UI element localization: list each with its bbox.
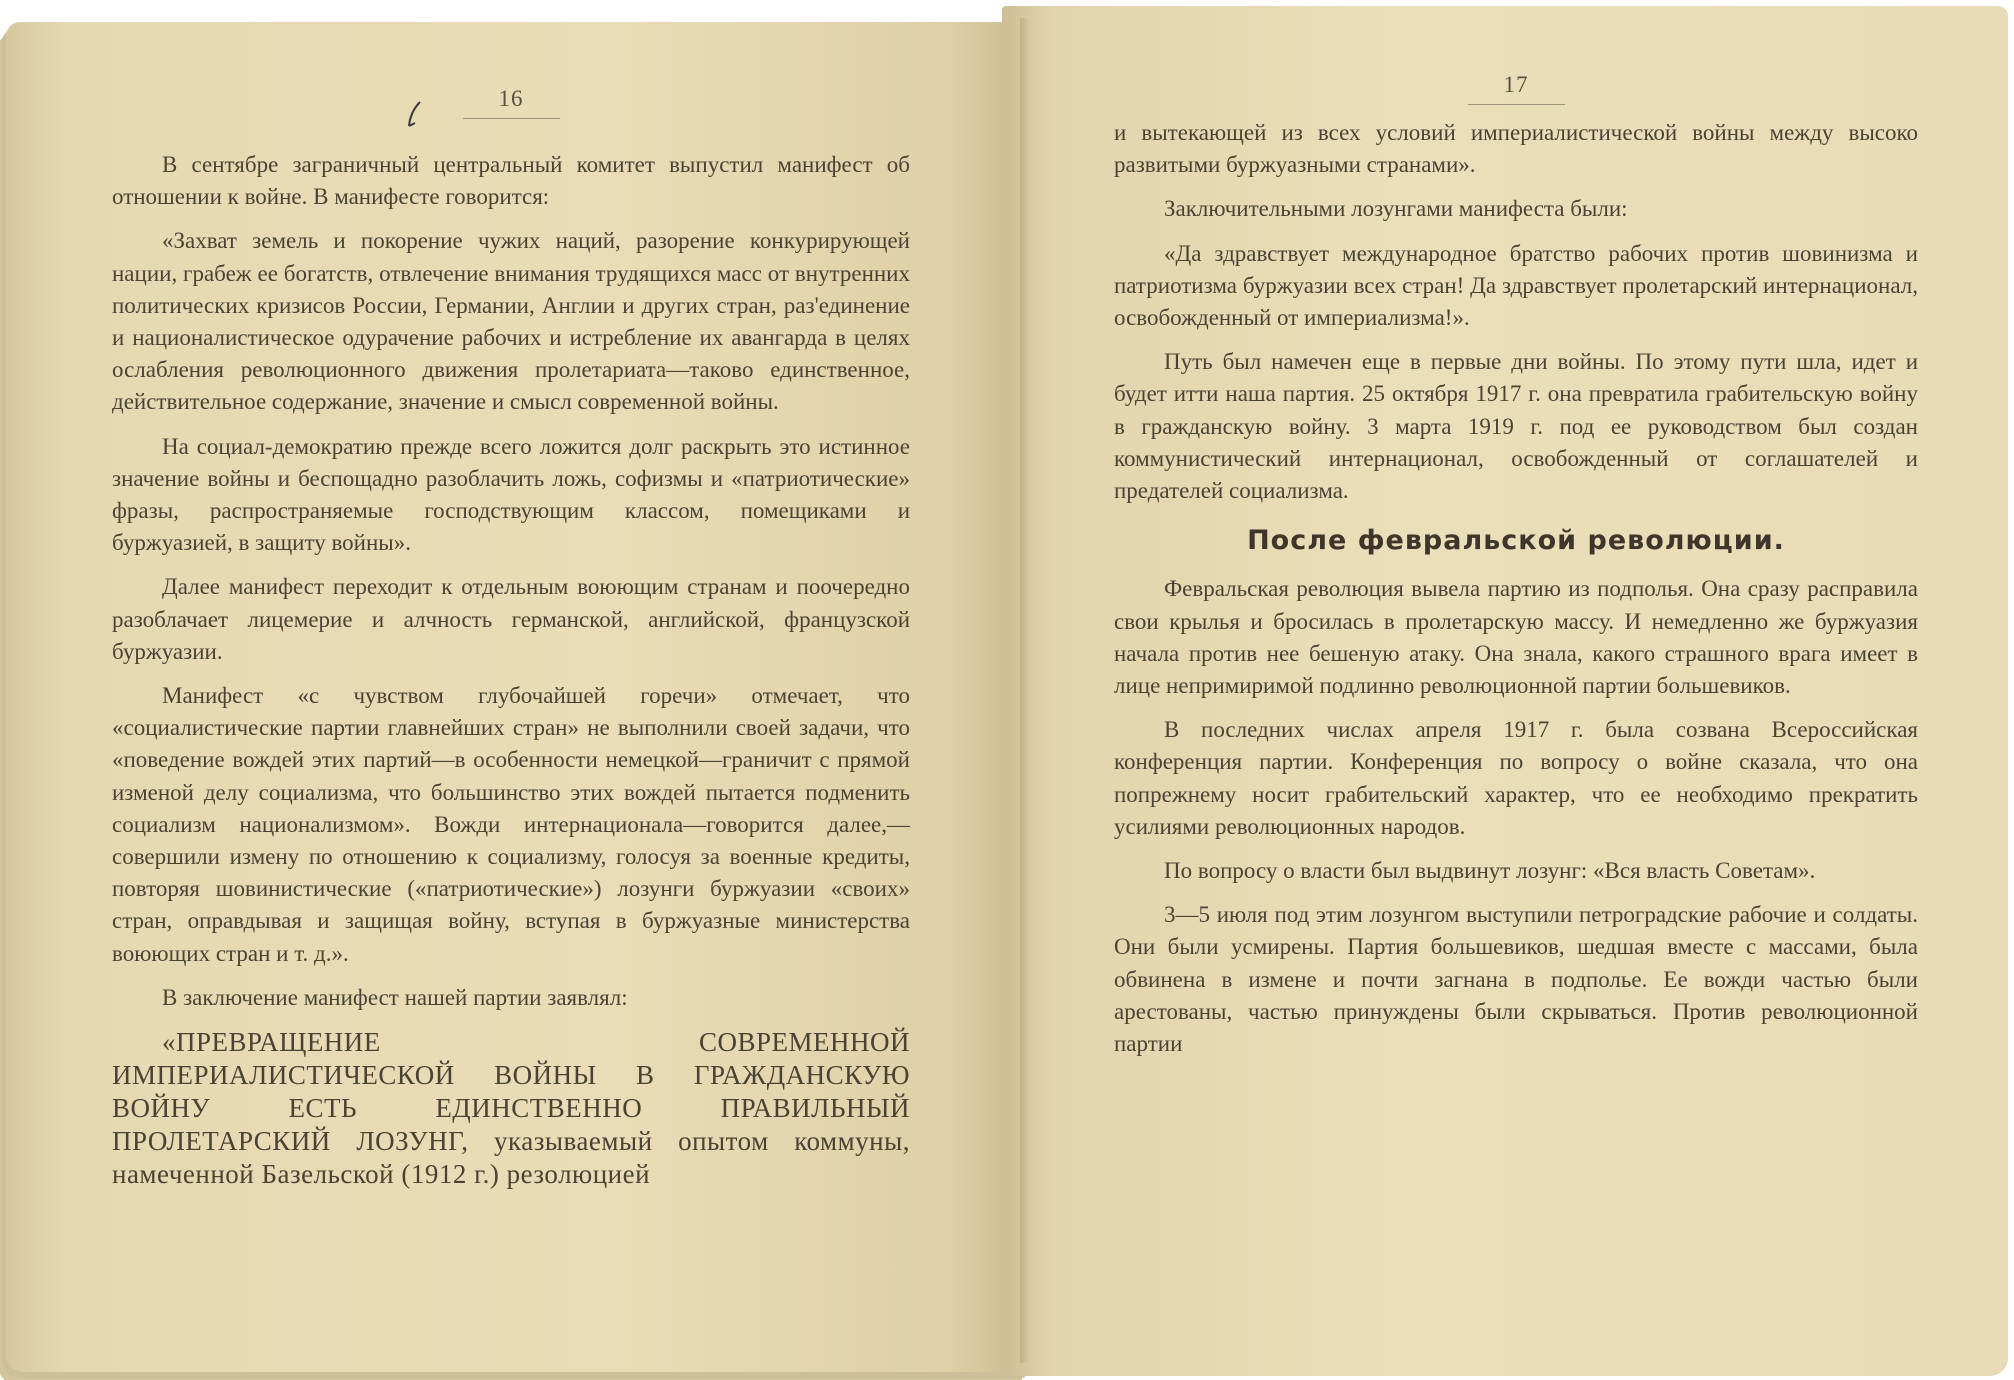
- page-number-right: 17: [1114, 72, 1918, 105]
- paragraph: «Да здравствует международное братство рабочих против шовинизма и патриотизма буржуазии всех стран! Да здравствует пролетарский интернационал, освобожденный от империализма!».: [1114, 240, 1918, 331]
- pencil-mark-icon: [406, 100, 424, 130]
- paragraph: и вытекающей из всех условий империалистической войны между высоко развитыми буржуазными странами».: [1114, 120, 1918, 178]
- left-page: [6, 22, 1030, 1372]
- page-number-left: 16: [112, 86, 910, 119]
- paragraph-caps: «ПРЕВРАЩЕНИЕ СОВРЕМЕННОЙ ИМПЕРИАЛИСТИЧЕСКОЙ ВОЙНЫ В ГРАЖДАНСКУЮ ВОЙНУ ЕСТЬ ЕДИНСТВЕННО ПРАВИЛЬНЫЙ ПРОЛЕТАРСКИЙ ЛОЗУНГ, указываемый опытом коммуны, намеченной Базельской (1912 г.) резолюцией: [112, 1027, 910, 1190]
- paragraph: Заключительными лозунгами манифеста были:: [1164, 196, 1628, 222]
- paragraph: Манифест «с чувством глубочайшей горечи» отмечает, что «социалистические партии главнейших стран» не выполнили своей задачи, что «поведение вождей этих партий—в особенности немецкой—граничит с прямой изменой делу социализма, что большинство этих вождей пытается подменить социализм национализмом». Вожди интернационала—говорится далее,—совершили измену по отношению к социализму, голосуя за военные кредиты, повторяя шовинистические («патриотические») лозунги буржуазии «своих» стран, оправдывая и защищая войну, вступая в буржуазные министерства воюющих стран и т. д.».: [112, 683, 910, 966]
- paragraph: В последних числах апреля 1917 г. была созвана Всероссийская конференция партии. Конференция по вопросу о войне сказала, что она попрежнему носит грабительский характер, что ее необходимо прекратить усилиями революционных народов.: [1114, 717, 1918, 839]
- section-heading: После февральской революции.: [1247, 525, 1785, 557]
- right-page-text: [1114, 117, 1918, 1060]
- paragraph: По вопросу о власти был выдвинут лозунг: «Вся власть Советам».: [1164, 858, 1816, 884]
- paragraph: 3—5 июля под этим лозунгом выступили петроградские рабочие и солдаты. Они были усмирены. Партия большевиков, шедшая вместе с массами, была обвинена в измене и почти загнана в подполье. Ее вожди частью были арестованы, частью принуждены были скрываться. Против революционной партии: [1114, 902, 1918, 1057]
- paragraph: В сентябре заграничный центральный комитет выпустил манифест об отношении к войне. В манифесте говорится:: [112, 152, 910, 210]
- paragraph: В заключение манифест нашей партии заявлял:: [162, 984, 628, 1010]
- left-page-text: [112, 149, 910, 1191]
- paragraph: Февральская революция вывела партию из подполья. Она сразу расправила свои крылья и бросилась в пролетарскую массу. И немедленно же буржуазия начала против нее бешеную атаку. Она знала, какого страшного врага имеет в лице непримиримой подлинно революционной партии большевиков.: [1114, 576, 1918, 699]
- paragraph: Далее манифест переходит к отдельным воюющим странам и поочередно разоблачает лицемерие и алчность германской, английской, французской буржуазии.: [112, 574, 910, 664]
- right-page: [1002, 6, 2008, 1376]
- paragraph: «Захват земель и покорение чужих наций, разорение конкурирующей нации, грабеж ее богатств, отвлечение внимания трудящихся масс от внутренних политических кризисов России, Германии, Англии и других стран, раз'единение и националистическое одурачение рабочих и истребление их авангарда в целях ослабления революционного движения пролетариата—таково единственное, действительное содержание, значение и смысл современной войны.: [112, 228, 910, 415]
- paragraph: На социал-демократию прежде всего ложится долг раскрыть это истинное значение войны и беспощадно разоблачить ложь, софизмы и «патриотические» фразы, распространяемые господствующим классом, помещиками и буржуазией, в защиту войны».: [112, 433, 910, 556]
- book-gutter: [1020, 18, 1030, 1363]
- paragraph: Путь был намечен еще в первые дни войны. По этому пути шла, идет и будет итти наша партия. 25 октября 1917 г. она превратила грабительскую войну в гражданскую войну. 3 марта 1919 г. под ее руководством был создан коммунистический интернационал, освобожденный от соглашателей и предателей социализма.: [1114, 349, 1918, 504]
